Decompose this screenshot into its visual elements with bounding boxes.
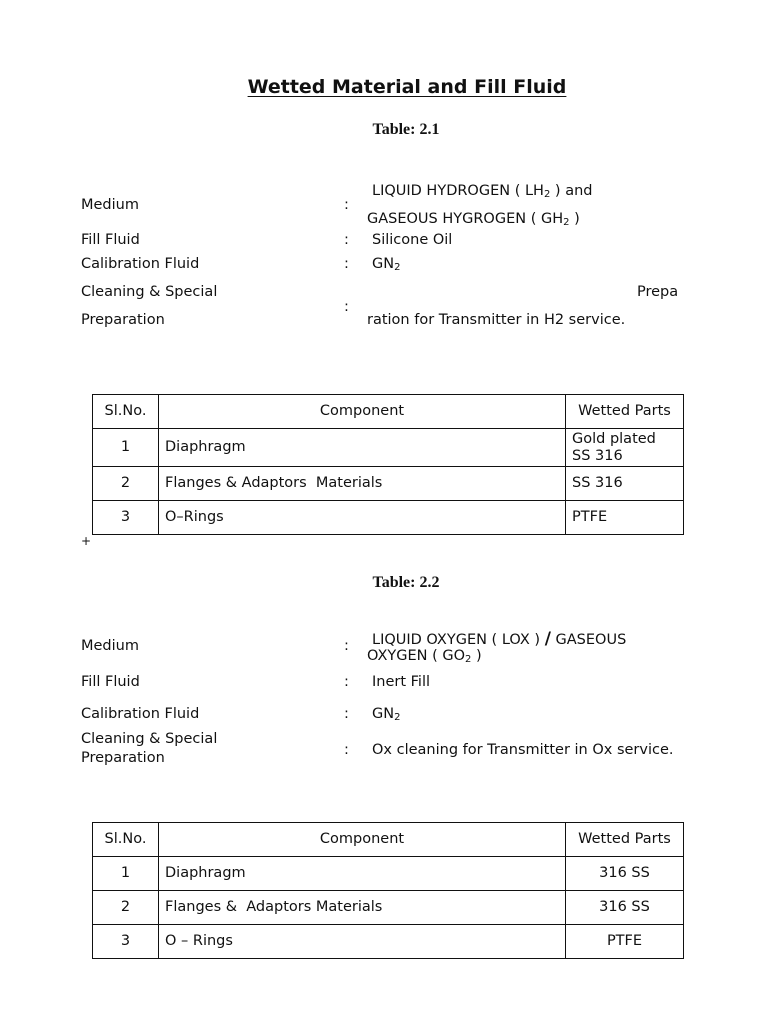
medium-label: Medium: [81, 638, 139, 654]
table-row: [93, 501, 684, 535]
fill-fluid-value: Inert Fill: [372, 674, 431, 690]
medium-value-line1: LIQUID HYDROGEN ( $LH_2$ ) and: [372, 183, 593, 200]
fill-fluid-label: Fill Fluid: [81, 674, 140, 690]
cleaning-value-line2: ration for Transmitter in H2 service.: [367, 312, 626, 328]
cell-wetted-parts: 316 SS: [566, 857, 684, 891]
header-sl-no: Sl.No.: [93, 823, 159, 857]
medium-label: Medium: [81, 197, 139, 213]
header-sl-no: Sl.No.: [93, 395, 159, 429]
table-caption-2-1: Table: 2.1: [372, 121, 440, 138]
colon: :: [344, 742, 349, 758]
cleaning-value-line1: Prepa: [637, 284, 679, 300]
cleaning-label-line2: Preparation: [81, 750, 165, 766]
cell-sl-no: 3: [93, 925, 159, 959]
colon: :: [344, 674, 349, 690]
stray-plus-mark: +: [81, 534, 92, 548]
table-row: [93, 857, 684, 891]
colon: :: [344, 197, 349, 213]
medium-value-line1: LIQUID OXYGEN ( LOX ) / GASEOUS: [372, 629, 627, 649]
colon: :: [344, 299, 349, 315]
calibration-fluid-value: $GN_2$: [372, 256, 401, 273]
header-component: Component: [159, 395, 566, 429]
cell-component: O–Rings: [159, 501, 566, 535]
wetted-parts-table-2-2: [92, 822, 684, 959]
cleaning-label-line2: Preparation: [81, 312, 165, 328]
medium-value-line2: OXYGEN ( $GO_2$ ): [367, 648, 482, 665]
header-component: Component: [159, 823, 566, 857]
cell-wetted-parts: SS 316: [566, 467, 684, 501]
calibration-fluid-label: Calibration Fluid: [81, 256, 200, 272]
cell-wetted-parts: PTFE: [566, 925, 684, 959]
table-row: [93, 429, 684, 467]
cell-component: Diaphragm: [159, 429, 566, 467]
calibration-fluid-label: Calibration Fluid: [81, 706, 200, 722]
cell-sl-no: 1: [93, 429, 159, 467]
cell-component: Diaphragm: [159, 857, 566, 891]
colon: :: [344, 638, 349, 654]
cell-component: Flanges & Adaptors Materials: [159, 891, 566, 925]
cleaning-value: Ox cleaning for Transmitter in Ox service.: [372, 742, 674, 758]
table-row: [93, 925, 684, 959]
calibration-fluid-value: $GN_2$: [372, 706, 401, 723]
header-wetted-parts: Wetted Parts: [566, 395, 684, 429]
page-title: Wetted Material and Fill Fluid: [247, 76, 567, 98]
table-row: [93, 891, 684, 925]
fill-fluid-value: Silicone Oil: [372, 232, 453, 248]
table-caption-2-2: Table: 2.2: [372, 574, 440, 591]
colon: :: [344, 256, 349, 272]
cell-wetted-parts: Gold plated SS 316: [566, 429, 684, 467]
cell-sl-no: 3: [93, 501, 159, 535]
cleaning-label-line1: Cleaning & Special: [81, 731, 218, 747]
wetted-parts-table-2-1: [92, 394, 684, 535]
cell-sl-no: 1: [93, 857, 159, 891]
cell-component: Flanges & Adaptors Materials: [159, 467, 566, 501]
cell-sl-no: 2: [93, 891, 159, 925]
table-header-row: [93, 823, 684, 857]
table-row: [93, 467, 684, 501]
cell-sl-no: 2: [93, 467, 159, 501]
cell-wetted-parts: 316 SS: [566, 891, 684, 925]
cleaning-label-line1: Cleaning & Special: [81, 284, 218, 300]
fill-fluid-label: Fill Fluid: [81, 232, 140, 248]
colon: :: [344, 232, 349, 248]
header-wetted-parts: Wetted Parts: [566, 823, 684, 857]
cell-component: O – Rings: [159, 925, 566, 959]
cell-wetted-parts: PTFE: [566, 501, 684, 535]
colon: :: [344, 706, 349, 722]
medium-value-line2: GASEOUS HYGROGEN ( $GH_2$ ): [367, 211, 580, 228]
table-header-row: [93, 395, 684, 429]
